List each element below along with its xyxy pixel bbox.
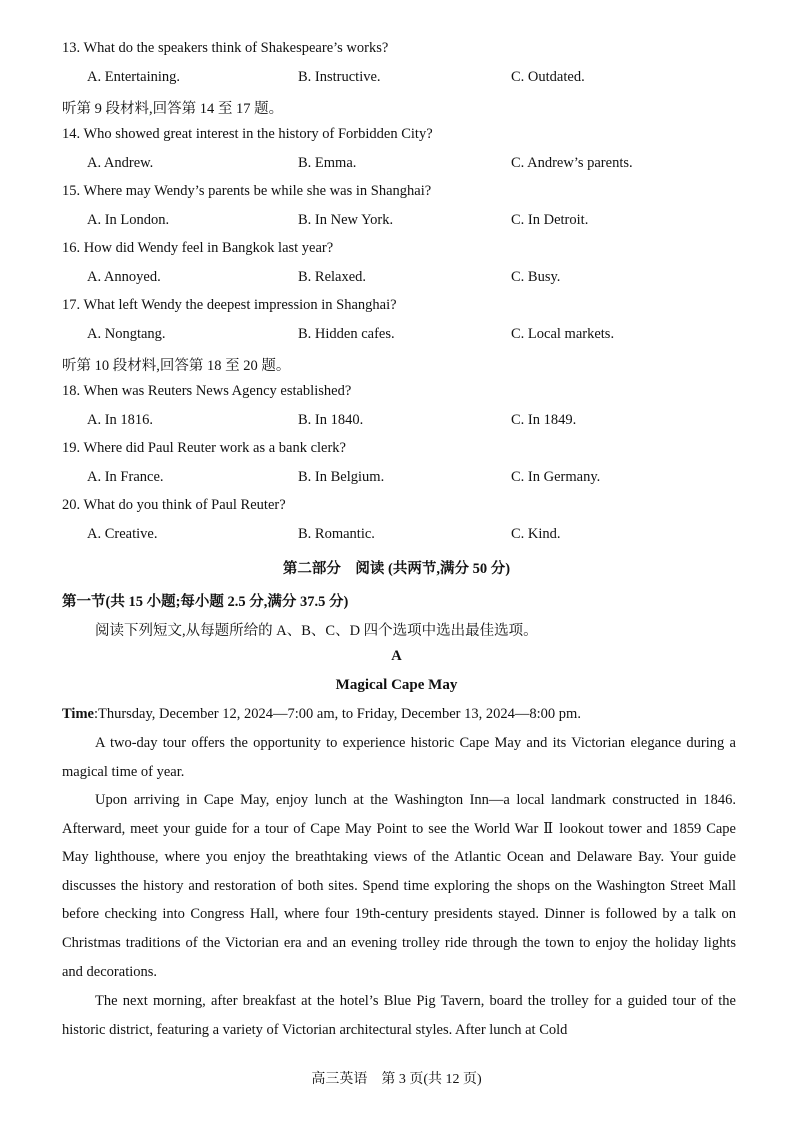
question-19-option-b: B. In Belgium. <box>298 469 385 485</box>
question-13-stem: 13. What do the speakers think of Shakespeare’s works? <box>62 40 389 56</box>
passage-paragraph-3: The next morning, after breakfast at the hotel’s Blue Pig Tavern, board the trolley for a guided tour of the historic district, featuring a variety of Victorian architectural styles. After lunch at Cold <box>62 993 736 1038</box>
question-17-stem: 17. What left Wendy the deepest impression in Shanghai? <box>62 297 397 313</box>
question-19-option-c: C. In Germany. <box>511 469 601 485</box>
passage-time <box>62 706 581 723</box>
question-20-option-b: B. Romantic. <box>298 526 375 542</box>
question-15-option-c: C. In Detroit. <box>511 212 589 228</box>
question-17-option-c: C. Local markets. <box>511 326 615 342</box>
passage-letter: A <box>391 648 402 664</box>
question-18-option-b: B. In 1840. <box>298 412 364 428</box>
question-20-option-c: C. Kind. <box>511 526 561 542</box>
question-14-option-a: A. Andrew. <box>87 155 154 171</box>
question-13-option-a: A. Entertaining. <box>87 69 181 85</box>
reading-directions: 阅读下列短文,从每题所给的 A、B、C、D 四个选项中选出最佳选项。 <box>95 623 538 639</box>
question-17-option-a: A. Nongtang. <box>87 326 166 342</box>
question-16-option-a: A. Annoyed. <box>87 269 161 285</box>
part-two-heading: 第二部分 阅读 (共两节,满分 50 分) <box>282 561 511 577</box>
material-10-instruction: 听第 10 段材料,回答第 18 至 20 题。 <box>62 358 291 374</box>
question-16-stem: 16. How did Wendy feel in Bangkok last year? <box>62 240 334 256</box>
question-14-option-b: B. Emma. <box>298 155 357 171</box>
passage-paragraph-2: Upon arriving in Cape May, enjoy lunch at the Washington Inn—a local landmark constructed in 1846. Afterward, meet your guide for a tour of Cape May Point to see the World War Ⅱ lookout tower and 1859 Cape May lighthouse, where you enjoy the breathtaking views of the Atlantic Ocean and Delaware Bay. Your guide discusses the history and restoration of both sites. Spend time exploring the shops on the Washington Street Mall before checking into Congress Hall, where four 19th-century presidents stayed. Dinner is followed by a talk on Christmas traditions of the Victorian era and an evening trolley ride through the town to enjoy the holiday lights and decorations. <box>62 792 736 980</box>
time-label: Time <box>62 706 94 722</box>
page-footer: 高三英语 第 3 页(共 12 页) <box>311 1072 482 1087</box>
question-20-option-a: A. Creative. <box>87 526 158 542</box>
question-18-stem: 18. When was Reuters News Agency established? <box>62 383 352 399</box>
question-15-stem: 15. Where may Wendy’s parents be while she was in Shanghai? <box>62 183 432 199</box>
question-18-option-a: A. In 1816. <box>87 412 154 428</box>
question-19-stem: 19. Where did Paul Reuter work as a bank clerk? <box>62 440 346 456</box>
question-19-option-a: A. In France. <box>87 469 164 485</box>
passage-title: Magical Cape May <box>335 677 458 693</box>
question-17-option-b: B. Hidden cafes. <box>298 326 395 342</box>
section-one-heading: 第一节(共 15 小题;每小题 2.5 分,满分 37.5 分) <box>62 594 349 610</box>
question-16-option-c: C. Busy. <box>511 269 561 285</box>
question-20-stem: 20. What do you think of Paul Reuter? <box>62 497 286 513</box>
question-18-option-c: C. In 1849. <box>511 412 577 428</box>
time-value: :Thursday, December 12, 2024—7:00 am, to Friday, December 13, 2024—8:00 pm. <box>93 706 581 722</box>
question-13-option-b: B. Instructive. <box>298 69 381 85</box>
question-13-option-c: C. Outdated. <box>511 69 585 85</box>
question-14-option-c: C. Andrew’s parents. <box>511 155 633 171</box>
question-15-option-b: B. In New York. <box>298 212 394 228</box>
question-16-option-b: B. Relaxed. <box>298 269 367 285</box>
passage-paragraph-1: A two-day tour offers the opportunity to experience historic Cape May and its Victorian elegance during a magical time of year. <box>62 735 736 780</box>
question-15-option-a: A. In London. <box>87 212 170 228</box>
question-14-stem: 14. Who showed great interest in the history of Forbidden City? <box>62 126 433 142</box>
material-9-instruction: 听第 9 段材料,回答第 14 至 17 题。 <box>62 101 284 117</box>
